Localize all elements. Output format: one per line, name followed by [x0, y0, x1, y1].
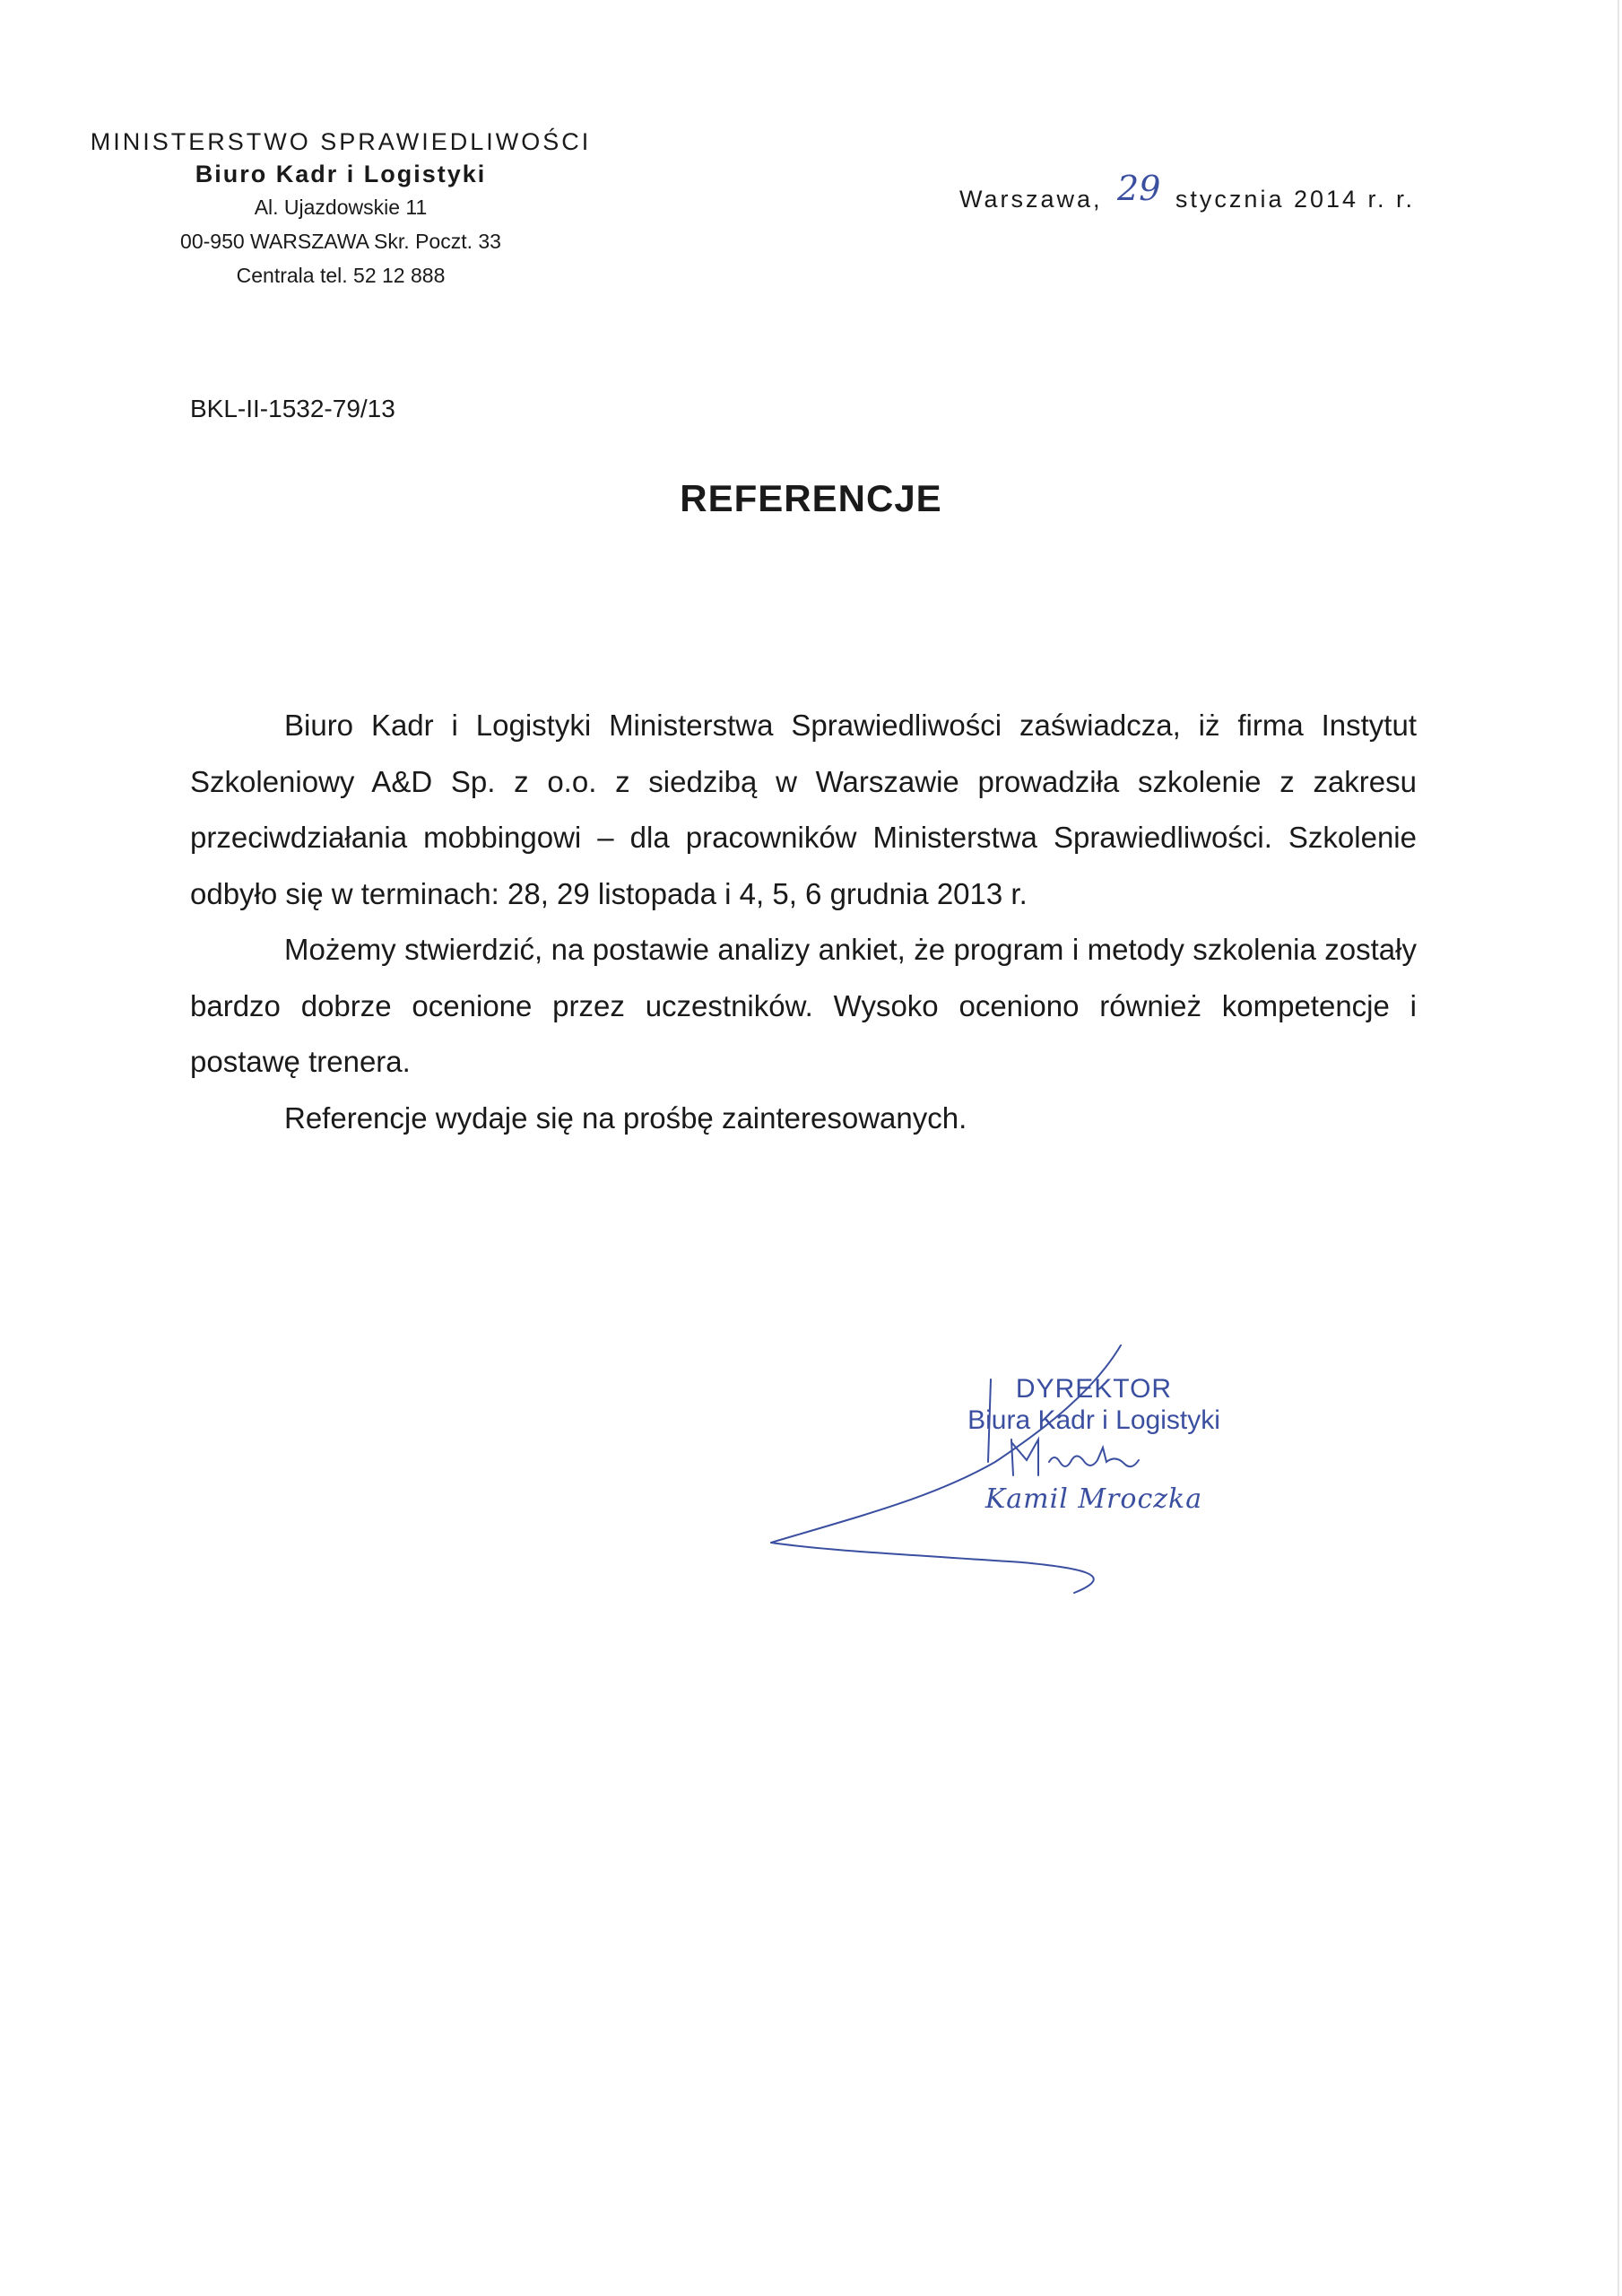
signature-flourish-stroke: [771, 1543, 1094, 1593]
sender-block: [90, 126, 592, 292]
letter-body: [190, 698, 1417, 1146]
place-and-date: [959, 169, 1416, 215]
stamp-unit: Biura Kadr i Logistyki: [967, 1405, 1220, 1435]
address-street: Al. Ujazdowskie 11: [254, 196, 428, 219]
paragraph-certification: Biuro Kadr i Logistyki Ministerstwa Sprawiedliwości zaświadcza, iż firma Instytut Szkoleniowy A&D Sp. z o.o. z siedzibą w Warszawie prowadziła szkolenie z zakresu przeciwdziałania mobbingowi – dla pracowników Ministerstwa Sprawiedliwości. Szkolenie odbyło się w terminach: 28, 29 listopada i 4, 5, 6 grudnia 2013 r.: [190, 709, 1417, 910]
director-stamp: [950, 1374, 1237, 1518]
date-place: Warszawa,: [959, 186, 1103, 213]
date-day-handwritten: 29: [1117, 169, 1161, 208]
reference-number: BKL-II-1532-79/13: [190, 395, 395, 422]
phone-number: Centrala tel. 52 12 888: [236, 264, 446, 287]
ministry-name: MINISTERSTWO SPRAWIEDLIWOŚCI: [90, 128, 592, 155]
stamp-title: DYREKTOR: [1015, 1374, 1173, 1404]
date-month-year: stycznia 2014 r. r.: [1175, 186, 1416, 213]
document-title: REFERENCJE: [680, 477, 942, 519]
page-edge: [1618, 0, 1619, 2296]
paragraph-closing: Referencje wydaje się na prośbę zainteresowanych.: [284, 1100, 967, 1135]
address-city: 00-950 WARSZAWA Skr. Poczt. 33: [180, 230, 501, 253]
bureau-name: Biuro Kadr i Logistyki: [195, 161, 487, 187]
stamp-signatory-name: Kamil Mroczka: [984, 1483, 1203, 1515]
paragraph-evaluation: Możemy stwierdzić, na postawie analizy ankiet, że program i metody szkolenia zostały bardzo dobrze ocenione przez uczestników. Wysoko oceniono również kompetencje i postawę trenera.: [190, 933, 1417, 1078]
